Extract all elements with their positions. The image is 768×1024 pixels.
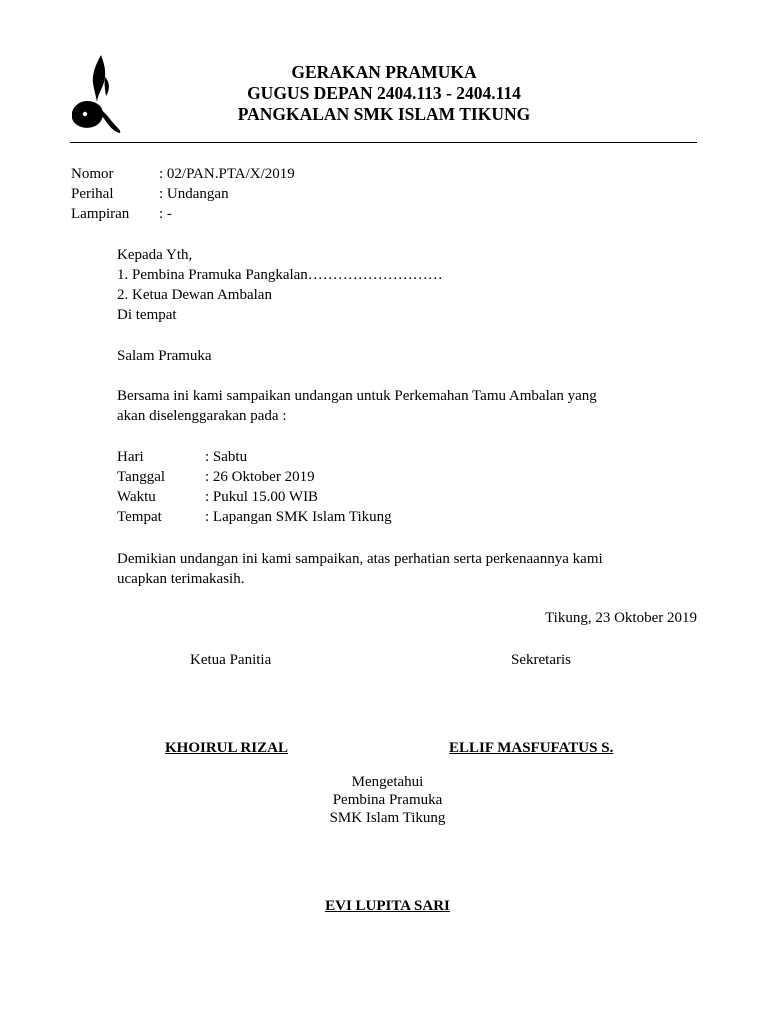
meta-lampiran bbox=[71, 204, 295, 224]
meta-nomor-label: Nomor bbox=[71, 166, 114, 182]
letterhead-line-1: GERAKAN PRAMUKA bbox=[291, 62, 477, 82]
event-hari bbox=[117, 447, 392, 467]
greeting: Salam Pramuka bbox=[117, 348, 212, 364]
event-tempat-value: : Lapangan SMK Islam Tikung bbox=[205, 509, 392, 525]
event-tanggal-label: Tanggal bbox=[117, 469, 166, 485]
event-hari-label: Hari bbox=[117, 449, 144, 465]
addressee-salutation: Kepada Yth, bbox=[117, 247, 193, 263]
event-tempat bbox=[117, 507, 392, 527]
role-sekretaris: Sekretaris bbox=[511, 652, 571, 668]
event-tanggal-value: : 26 Oktober 2019 bbox=[205, 469, 315, 485]
body-paragraph-2 bbox=[117, 549, 603, 589]
meta-lampiran-label: Lampiran bbox=[71, 206, 130, 222]
body-paragraph-2-line-1: Demikian undangan ini kami sampaikan, atas perhatian serta perkenaannya kami bbox=[117, 551, 603, 567]
letter-meta bbox=[71, 164, 295, 224]
event-waktu-value: : Pukul 15.00 WIB bbox=[205, 489, 319, 505]
acknowledgement-line-1: Mengetahui bbox=[351, 774, 424, 790]
body-paragraph-2-line-2: ucapkan terimakasih. bbox=[117, 571, 245, 587]
meta-lampiran-value: : - bbox=[159, 206, 172, 222]
acknowledgement-block bbox=[0, 773, 768, 827]
body-paragraph-1-line-2: akan diselenggarakan pada : bbox=[117, 408, 287, 424]
event-tanggal bbox=[117, 467, 392, 487]
header-divider bbox=[70, 142, 697, 143]
body-paragraph-1-line-1: Bersama ini kami sampaikan undangan untuk Perkemahan Tamu Ambalan yang bbox=[117, 388, 597, 404]
letterhead bbox=[0, 62, 768, 125]
addressee-block bbox=[117, 245, 443, 325]
letter-date: Tikung, 23 Oktober 2019 bbox=[545, 610, 697, 626]
signatory-pembina-name-text: EVI LUPITA SARI bbox=[325, 898, 450, 914]
addressee-item-1: 1. Pembina Pramuka Pangkalan……………………… bbox=[117, 267, 443, 283]
role-ketua-panitia: Ketua Panitia bbox=[190, 652, 272, 668]
event-waktu-label: Waktu bbox=[117, 489, 156, 505]
meta-perihal-label: Perihal bbox=[71, 186, 114, 202]
signatory-ketua-name: KHOIRUL RIZAL bbox=[165, 740, 288, 756]
event-waktu bbox=[117, 487, 392, 507]
acknowledgement-line-2: Pembina Pramuka bbox=[332, 792, 443, 808]
meta-nomor bbox=[71, 164, 295, 184]
addressee-location: Di tempat bbox=[117, 307, 177, 323]
event-tempat-label: Tempat bbox=[117, 509, 162, 525]
meta-nomor-value: : 02/PAN.PTA/X/2019 bbox=[159, 166, 295, 182]
letterhead-line-3: PANGKALAN SMK ISLAM TIKUNG bbox=[237, 104, 531, 124]
letterhead-line-2: GUGUS DEPAN 2404.113 - 2404.114 bbox=[247, 83, 521, 103]
acknowledgement-line-3: SMK Islam Tikung bbox=[329, 810, 446, 826]
event-hari-value: : Sabtu bbox=[205, 449, 248, 465]
addressee-item-2: 2. Ketua Dewan Ambalan bbox=[117, 287, 272, 303]
body-paragraph-1 bbox=[117, 386, 597, 426]
meta-perihal bbox=[71, 184, 295, 204]
event-details bbox=[117, 447, 392, 527]
signatory-sekretaris-name: ELLIF MASFUFATUS S. bbox=[449, 740, 614, 756]
signatory-pembina-name bbox=[0, 896, 768, 916]
meta-perihal-value: : Undangan bbox=[159, 186, 229, 202]
